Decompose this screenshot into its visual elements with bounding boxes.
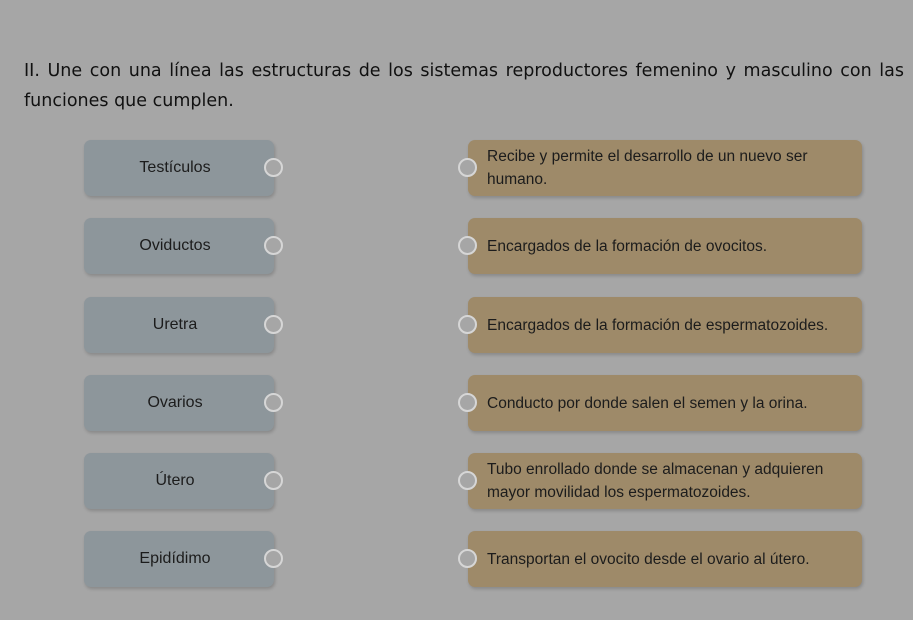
function-box — [468, 297, 862, 353]
function-connector-dot[interactable] — [458, 393, 477, 412]
function-label: Transportan el ovocito desde el ovario al útero. — [487, 550, 810, 568]
structure-connector-dot[interactable] — [264, 315, 283, 334]
matching-row — [0, 531, 913, 589]
matching-row — [0, 140, 913, 198]
structure-box-epididimo — [84, 531, 274, 587]
function-connector-dot[interactable] — [458, 549, 477, 568]
function-label: Recibe y permite el desarrollo de un nuevo ser humano. — [487, 148, 808, 188]
structure-connector-dot[interactable] — [264, 549, 283, 568]
matching-row — [0, 297, 913, 355]
matching-row — [0, 453, 913, 511]
structure-box-testiculos — [84, 140, 274, 196]
function-connector-dot[interactable] — [458, 315, 477, 334]
structure-connector-dot[interactable] — [264, 158, 283, 177]
function-connector-dot[interactable] — [458, 471, 477, 490]
structure-label: Oviductos — [139, 237, 211, 254]
structure-connector-dot[interactable] — [264, 471, 283, 490]
function-box — [468, 375, 862, 431]
structure-box-uretra — [84, 297, 274, 353]
structure-label: Útero — [155, 472, 195, 489]
structure-box-oviductos — [84, 218, 274, 274]
function-connector-dot[interactable] — [458, 158, 477, 177]
structure-connector-dot[interactable] — [264, 236, 283, 255]
function-label: Encargados de la formación de ovocitos. — [487, 237, 768, 255]
function-label: Tubo enrollado donde se almacenan y adquieren mayor movilidad los espermatozoides. — [487, 461, 824, 501]
function-box — [468, 531, 862, 587]
structure-box-utero — [84, 453, 274, 509]
exercise-instruction: II. Une con una línea las estructuras de los sistemas reproductores femenino y masculino con las funciones que cumplen. — [24, 61, 904, 111]
function-box — [468, 140, 862, 196]
matching-row — [0, 218, 913, 276]
function-box — [468, 453, 862, 509]
structure-connector-dot[interactable] — [264, 393, 283, 412]
function-label: Conducto por donde salen el semen y la orina. — [487, 394, 808, 412]
structure-label: Ovarios — [147, 394, 203, 411]
function-connector-dot[interactable] — [458, 236, 477, 255]
function-label: Encargados de la formación de espermatozoides. — [487, 316, 829, 334]
function-box — [468, 218, 862, 274]
structure-label: Testículos — [139, 159, 211, 176]
structure-box-ovarios — [84, 375, 274, 431]
structure-label: Uretra — [152, 316, 198, 333]
matching-row — [0, 375, 913, 433]
structure-label: Epidídimo — [139, 550, 211, 567]
